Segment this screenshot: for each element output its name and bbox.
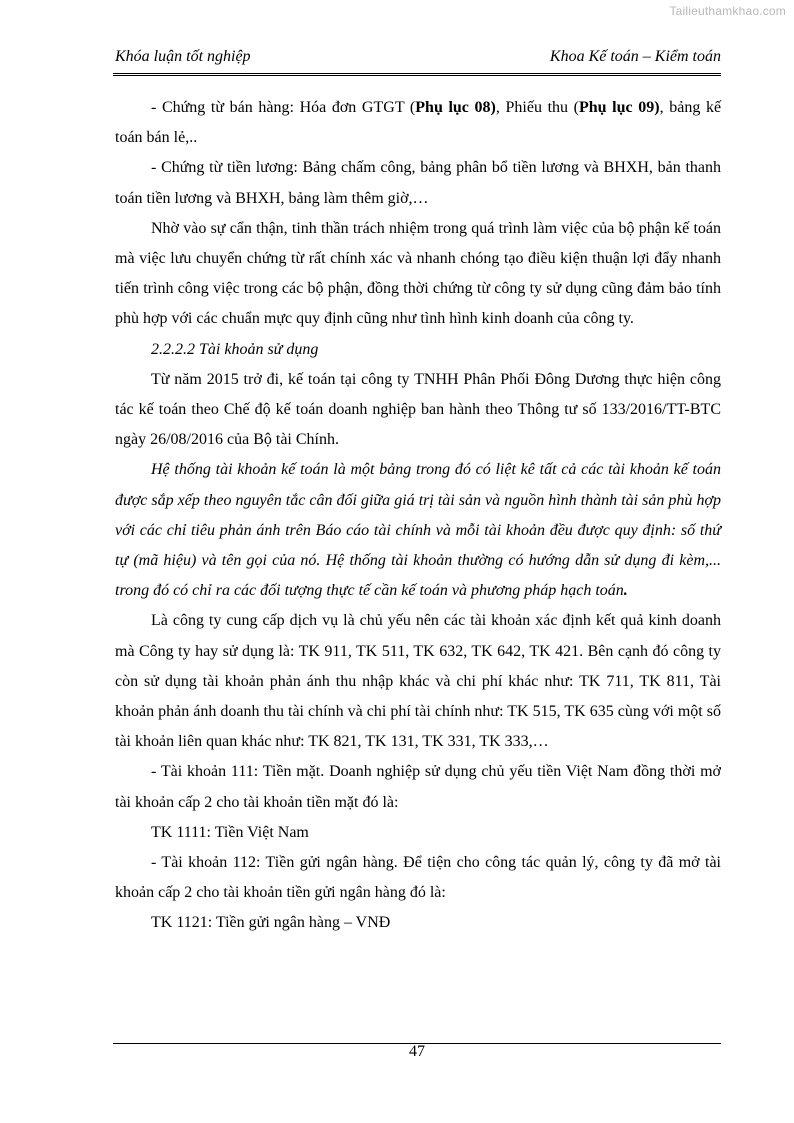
appendix-09-ref: Phụ lục 09) <box>578 99 660 116</box>
paragraph-document-flow: Nhờ vào sự cẩn thận, tinh thần trách nhiệm trong quá trình làm việc của bộ phận kế toán mà việc lưu chuyển chứng từ rất chính xác và nhanh chóng tạo điều kiện thuận lợi đẩy nhanh tiến trình công việc trong các bộ phận, đồng thời chứng từ công ty sử dụng cũng đảm bảo tính phù hợp với các chuẩn mực quy định cũng như tình hình kinh doanh của công ty. <box>115 219 721 328</box>
header-right: Khoa Kế toán – Kiểm toán <box>549 48 721 65</box>
document-body <box>115 93 721 939</box>
page-number: 47 <box>409 1043 425 1060</box>
watermark: Tailieuthamkhao.com <box>669 4 786 18</box>
section-heading: 2.2.2.2 Tài khoản sử dụng <box>151 340 319 358</box>
page-header <box>115 48 721 66</box>
account-1121: TK 1121: Tiền gửi ngân hàng – VNĐ <box>151 914 391 932</box>
paragraph-account-system-definition: Hệ thống tài khoản kế toán là một bảng trong đó có liệt kê tất cả các tài khoản kế toán được sắp xếp theo nguyên tắc cân đối giữa giá trị tài sản và nguồn hình thành tài sản phù hợp với các chỉ tiêu phản ánh trên Báo cáo tài chính và mỗi tài khoản đều được quy định: số thứ tự (mã hiệu) và tên gọi của nó. Hệ thống tài khoản thường có hướng dẫn sử dụng đi kèm,... trong đó có chỉ ra các đối tượng thực tế cần kế toán và phương pháp hạch toán. <box>115 461 721 600</box>
header-left: Khóa luận tốt nghiệp <box>115 48 251 65</box>
paragraph-accounts-used: Là công ty cung cấp dịch vụ là chủ yếu nên các tài khoản xác định kết quả kinh doanh mà Công ty hay sử dụng là: TK 911, TK 511, TK 632, TK 642, TK 421. Bên cạnh đó công ty còn sử dụng tài khoản phản ánh thu nhập khác và chi phí khác như: TK 711, TK 811, Tài khoản phản ánh doanh thu tài chính và chi phí tài chính như: TK 515, TK 635 cùng với một số tài khoản liên quan khác như: TK 821, TK 131, TK 331, TK 333,… <box>115 612 721 751</box>
header-divider <box>113 73 721 76</box>
paragraph-payroll-documents: - Chứng từ tiền lương: Bảng chấm công, bảng phân bổ tiền lương và BHXH, bản thanh toán tiền lương và BHXH, bảng làm thêm giờ,… <box>115 159 721 207</box>
paragraph-sales-documents: - Chứng từ bán hàng: Hóa đơn GTGT (Phụ lục 08), Phiếu thu (Phụ lục 09), bảng kế toán bán lẻ,.. <box>115 99 722 147</box>
appendix-08-ref: Phụ lục 08) <box>415 99 496 116</box>
paragraph-accounting-regime: Từ năm 2015 trở đi, kế toán tại công ty TNHH Phân Phối Đông Dương thực hiện công tác kế toán theo Chế độ kế toán doanh nghiệp ban hành theo Thông tư số 133/2016/TT-BTC ngày 26/08/2016 của Bộ tài Chính. <box>115 370 721 449</box>
paragraph-account-112: - Tài khoản 112: Tiền gửi ngân hàng. Để tiện cho công tác quản lý, công ty đã mở tài khoản cấp 2 cho tài khoản tiền gửi ngân hàng đó là: <box>115 854 721 902</box>
paragraph-account-111: - Tài khoản 111: Tiền mặt. Doanh nghiệp sử dụng chủ yếu tiền Việt Nam đồng thời mở tài khoản cấp 2 cho tài khoản tiền mặt đó là: <box>115 763 721 811</box>
account-1111: TK 1111: Tiền Việt Nam <box>151 823 309 841</box>
